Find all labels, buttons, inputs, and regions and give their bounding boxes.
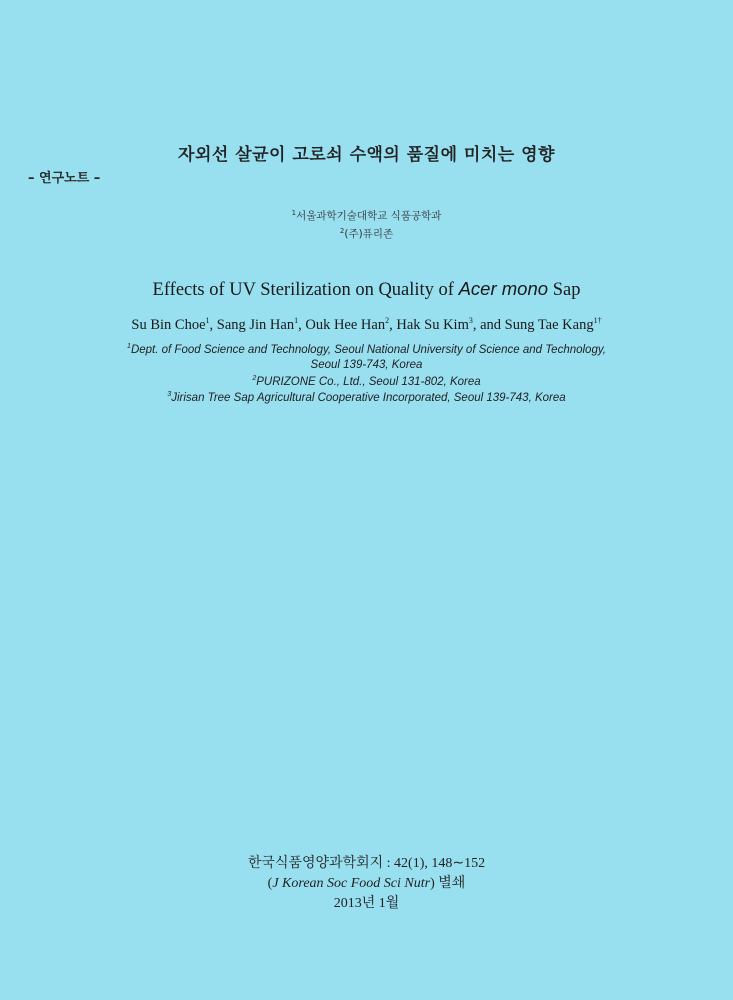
affiliation-line: Jirisan Tree Sap Agricultural Cooperative Incorporated, Seoul 139-743, Korea [171,392,566,404]
korean-affiliation-2 [0,226,733,241]
english-affiliation-2 [0,375,733,388]
section-label: – 연구노트 – [28,171,101,186]
author-separator: , and [472,317,505,333]
korean-affiliation-1 [0,208,733,223]
author-name: Su Bin Choe [131,317,206,333]
english-title [0,278,733,301]
english-affiliation-1-cont [0,359,733,371]
journal-abbreviation-line [0,872,733,892]
affiliation-number: 1 [291,209,297,217]
author-name: Sung Tae Kang [504,317,594,333]
paren-close: ) [430,876,439,891]
author-separator: , [298,317,306,333]
author-affiliation-mark: 1 [294,316,299,325]
journal-abbreviation: J Korean Soc Food Sci Nutr [272,876,431,891]
author-affiliation-mark: 3 [468,316,473,325]
affiliation-text: 서울과학기술대학교 식품공학과 [296,210,442,222]
author-affiliation-mark: 2 [385,316,390,325]
author-separator: , [389,317,397,333]
author-affiliation-mark: 1† [593,316,602,325]
english-affiliation-3 [0,391,733,404]
author-separator: , [209,317,217,333]
author-name: Ouk Hee Han [305,317,386,333]
reprint-label: 별쇄 [438,876,466,891]
publication-date: 2013년 1월 [333,896,400,911]
title-prefix: Effects of UV Sterilization on Quality of [152,280,454,300]
korean-title: 자외선 살균이 고로쇠 수액의 품질에 미치는 영향 [178,145,555,165]
affiliation-line: Seoul 139-743, Korea [310,359,423,371]
title-species: Acer mono [458,278,549,299]
author-affiliation-mark: 1 [205,316,210,325]
affiliation-text: (주)퓨리존 [344,228,394,240]
affiliation-number: 2 [252,375,257,382]
english-affiliation-1 [0,343,733,356]
journal-citation: 한국식품영양과학회지 : 42(1), 148∼152 [247,856,486,871]
author-name: Sang Jin Han [216,317,295,333]
paren-open: ( [267,876,273,891]
affiliation-number: 2 [339,227,345,235]
author-name: Hak Su Kim [396,317,469,333]
author-list [0,316,733,334]
affiliation-line: Dept. of Food Science and Technology, Seoul National University of Science and Technology, [130,344,606,356]
affiliation-number: 1 [127,343,131,350]
affiliation-line: PURIZONE Co., Ltd., Seoul 131-802, Korea [256,376,481,388]
affiliation-number: 3 [167,391,172,398]
title-suffix: Sap [552,280,581,300]
